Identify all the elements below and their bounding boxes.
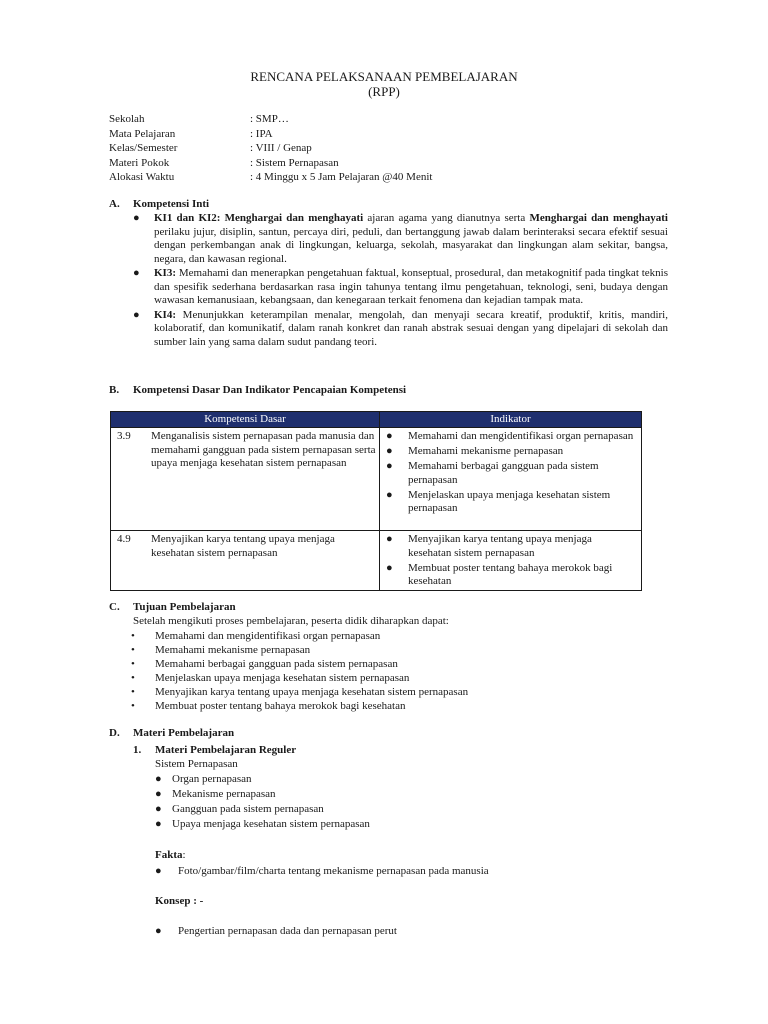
konsep-rest: : - [190, 894, 204, 907]
ki-bold-text: Menghargai dan menghayati [529, 212, 668, 224]
list-item [155, 925, 653, 939]
ki-item [133, 267, 668, 308]
identity-row [109, 157, 432, 172]
column-header-kd: Kompetensi Dasar [111, 412, 380, 428]
materi-body [133, 758, 653, 939]
section-d-heading [109, 727, 234, 741]
kompetensi-inti-list [133, 212, 668, 350]
kd-text: Menganalisis sistem pernapasan pada manusia dan memahami gangguan pada sistem pernapasan serta upaya menjaga kesehatan sistem pernapasan [151, 430, 376, 469]
bullet-icon: ● [133, 308, 140, 321]
list-item [155, 788, 653, 803]
bullet-icon: • [131, 630, 135, 642]
indicator-item [386, 430, 637, 444]
section-title: Kompetensi Dasar Dan Indikator Pencapaian Kompetensi [133, 384, 407, 396]
list-item [155, 818, 653, 833]
list-item [155, 803, 653, 818]
bullet-icon: ● [155, 802, 162, 815]
identity-label: Mata Pelajaran [109, 127, 176, 140]
bullet-icon: ● [386, 460, 393, 472]
identity-label: Alokasi Waktu [109, 171, 175, 184]
section-letter: D. [109, 727, 120, 739]
kd-number: 3.9 [117, 430, 131, 442]
subsection-heading [133, 744, 653, 758]
bullet-icon: ● [386, 533, 393, 545]
materi-text: Mekanisme pernapasan [172, 787, 276, 800]
bullet-icon: ● [155, 787, 162, 800]
section-c-heading [109, 601, 236, 615]
fakta-heading [155, 849, 653, 863]
materi-block [133, 744, 653, 939]
fakta-text: Foto/gambar/film/charta tentang mekanisme pernapasan pada manusia [178, 865, 489, 877]
tujuan-text: Menyajikan karya tentang upaya menjaga kesehatan sistem pernapasan [155, 686, 469, 699]
ki-text: perilaku jujur, disiplin, santun, percaya diri, peduli, dan bertanggung jawab dalam berinteraksi secara efektif sesuai dengan perkembangan anak di lingkungan, keluarga, sekolah, masyarakat dan lingkungan alam sekitar, bangsa, negara, dan kawasan regional. [154, 225, 668, 265]
identity-row [109, 128, 432, 143]
tujuan-text: Memahami dan mengidentifikasi organ pernapasan [155, 630, 381, 642]
bullet-icon: ● [386, 561, 393, 574]
bullet-icon: ● [386, 488, 393, 501]
bullet-icon: ● [155, 865, 162, 877]
ki-lead: KI3: [154, 267, 176, 279]
bullet-icon: ● [155, 925, 162, 937]
indicator-item [386, 489, 637, 516]
kd-cell [111, 531, 380, 591]
section-b-heading [109, 384, 406, 398]
indicator-item [386, 445, 637, 459]
section-letter: B. [109, 384, 120, 396]
section-a-heading [109, 198, 209, 212]
tujuan-text: Memahami berbagai gangguan pada sistem pernapasan [155, 658, 398, 671]
ki-bold-text: Menghargai dan menghayati [220, 212, 364, 224]
identity-row [109, 142, 432, 157]
kd-cell [111, 428, 380, 531]
indicator-text: Menjelaskan upaya menjaga kesehatan sistem pernapasan [408, 488, 611, 514]
bullet-icon: • [131, 686, 135, 699]
ki-text: ajaran agama yang dianutnya serta [363, 212, 530, 224]
list-item [155, 865, 653, 879]
list-item [133, 630, 653, 644]
bullet-icon: ● [133, 267, 140, 279]
bullet-icon: • [131, 672, 135, 685]
materi-text: Organ pernapasan [172, 772, 252, 785]
section-letter: C. [109, 601, 120, 613]
identity-label: Sekolah [109, 113, 145, 125]
subsection-title: Materi Pembelajaran Reguler [155, 744, 297, 756]
bullet-icon: ● [386, 430, 393, 442]
identity-value: : SMP… [250, 113, 289, 125]
ki-lead: KI1 dan KI2: [154, 212, 221, 224]
document-title [0, 69, 768, 99]
identity-value: : 4 Minggu x 5 Jam Pelajaran @40 Menit [250, 171, 433, 184]
indicator-cell [380, 531, 642, 591]
title-line-1: RENCANA PELAKSANAAN PEMBELAJARAN [250, 69, 518, 84]
list-item [133, 686, 653, 700]
identity-value: : VIII / Genap [250, 142, 312, 155]
identity-value: : Sistem Pernapasan [250, 156, 339, 169]
materi-text: Gangguan pada sistem pernapasan [172, 802, 324, 815]
tujuan-text: Membuat poster tentang bahaya merokok bagi kesehatan [155, 700, 406, 713]
bullet-icon: • [131, 644, 135, 657]
bullet-icon: • [131, 700, 135, 713]
list-item [133, 700, 653, 714]
table-header-row [111, 412, 642, 428]
indicator-item [386, 533, 637, 560]
ki-text: Memahami dan menerapkan pengetahuan faktual, konseptual, prosedural, dan metakognitif pada tingkat teknis dan spesifik sederhana berdasarkan rasa ingin tahunya tentang ilmu pengetahuan, teknologi, seni, budaya dengan wawasan kemanusiaan, kebangsaan, dan kenegaraan terkait fenomena dan kejadian tampak mata. [154, 267, 668, 306]
indicator-text: Membuat poster tentang bahaya merokok bagi kesehatan [408, 561, 613, 587]
section-title: Kompetensi Inti [133, 198, 210, 210]
indicator-item [386, 562, 637, 589]
indicator-text: Memahami berbagai gangguan pada sistem pernapasan [408, 460, 599, 486]
fakta-colon: : [182, 848, 186, 861]
identity-row [109, 113, 432, 128]
subsection-number: 1. [133, 744, 142, 756]
bullet-icon: ● [133, 212, 140, 224]
ki-lead: KI4: [154, 308, 176, 321]
materi-text: Upaya menjaga kesehatan sistem pernapasan [172, 817, 370, 830]
tujuan-intro: Setelah mengikuti proses pembelajaran, peserta didik diharapkan dapat: [133, 615, 449, 627]
title-line-2: (RPP) [368, 84, 400, 99]
tujuan-list [133, 615, 653, 715]
list-item [133, 644, 653, 658]
konsep-heading [155, 895, 653, 909]
section-title: Materi Pembelajaran [133, 727, 235, 739]
tujuan-text: Menjelaskan upaya menjaga kesehatan sistem pernapasan [155, 672, 410, 685]
identity-label: Materi Pokok [109, 156, 170, 169]
identity-block [109, 113, 432, 186]
konsep-text: Pengertian pernapasan dada dan pernapasan perut [178, 925, 397, 937]
indicator-item [386, 460, 637, 487]
indicator-text: Memahami dan mengidentifikasi organ pernapasan [408, 430, 634, 442]
section-letter: A. [109, 198, 120, 210]
materi-topic: Sistem Pernapasan [155, 757, 238, 770]
bullet-icon: ● [155, 817, 162, 830]
ki-item [133, 309, 668, 350]
list-item [133, 672, 653, 686]
identity-row [109, 171, 432, 186]
indicator-text: Memahami mekanisme pernapasan [408, 445, 564, 457]
section-title: Tujuan Pembelajaran [133, 601, 236, 613]
identity-label: Kelas/Semester [109, 142, 178, 155]
bullet-icon: ● [155, 772, 162, 785]
list-item [155, 773, 653, 788]
fakta-label: Fakta [155, 848, 183, 861]
table-row [111, 531, 642, 591]
kd-text: Menyajikan karya tentang upaya menjaga kesehatan sistem pernapasan [151, 533, 335, 559]
ki-text: Menunjukkan keterampilan menalar, mengolah, dan menyaji secara kreatif, produktif, kritis, mandiri, kolaboratif, dan komunikatif, dalam ranah konkret dan ranah abstrak sesuai dengan yang dipelajari di sekolah dan sumber lain yang sama dalam sudut pandang teori. [154, 308, 668, 348]
kd-number: 4.9 [117, 533, 131, 545]
table-row [111, 428, 642, 531]
bullet-icon: • [131, 658, 135, 671]
column-header-indicator: Indikator [380, 412, 642, 428]
identity-value: : IPA [250, 127, 273, 140]
tujuan-text: Memahami mekanisme pernapasan [155, 644, 311, 657]
ki-item [133, 212, 668, 266]
bullet-icon: ● [386, 445, 393, 457]
konsep-label: Konsep [155, 894, 191, 907]
list-item [133, 658, 653, 672]
indicator-text: Menyajikan karya tentang upaya menjaga kesehatan sistem pernapasan [408, 533, 592, 559]
kd-indicator-table [110, 411, 642, 591]
indicator-cell [380, 428, 642, 531]
